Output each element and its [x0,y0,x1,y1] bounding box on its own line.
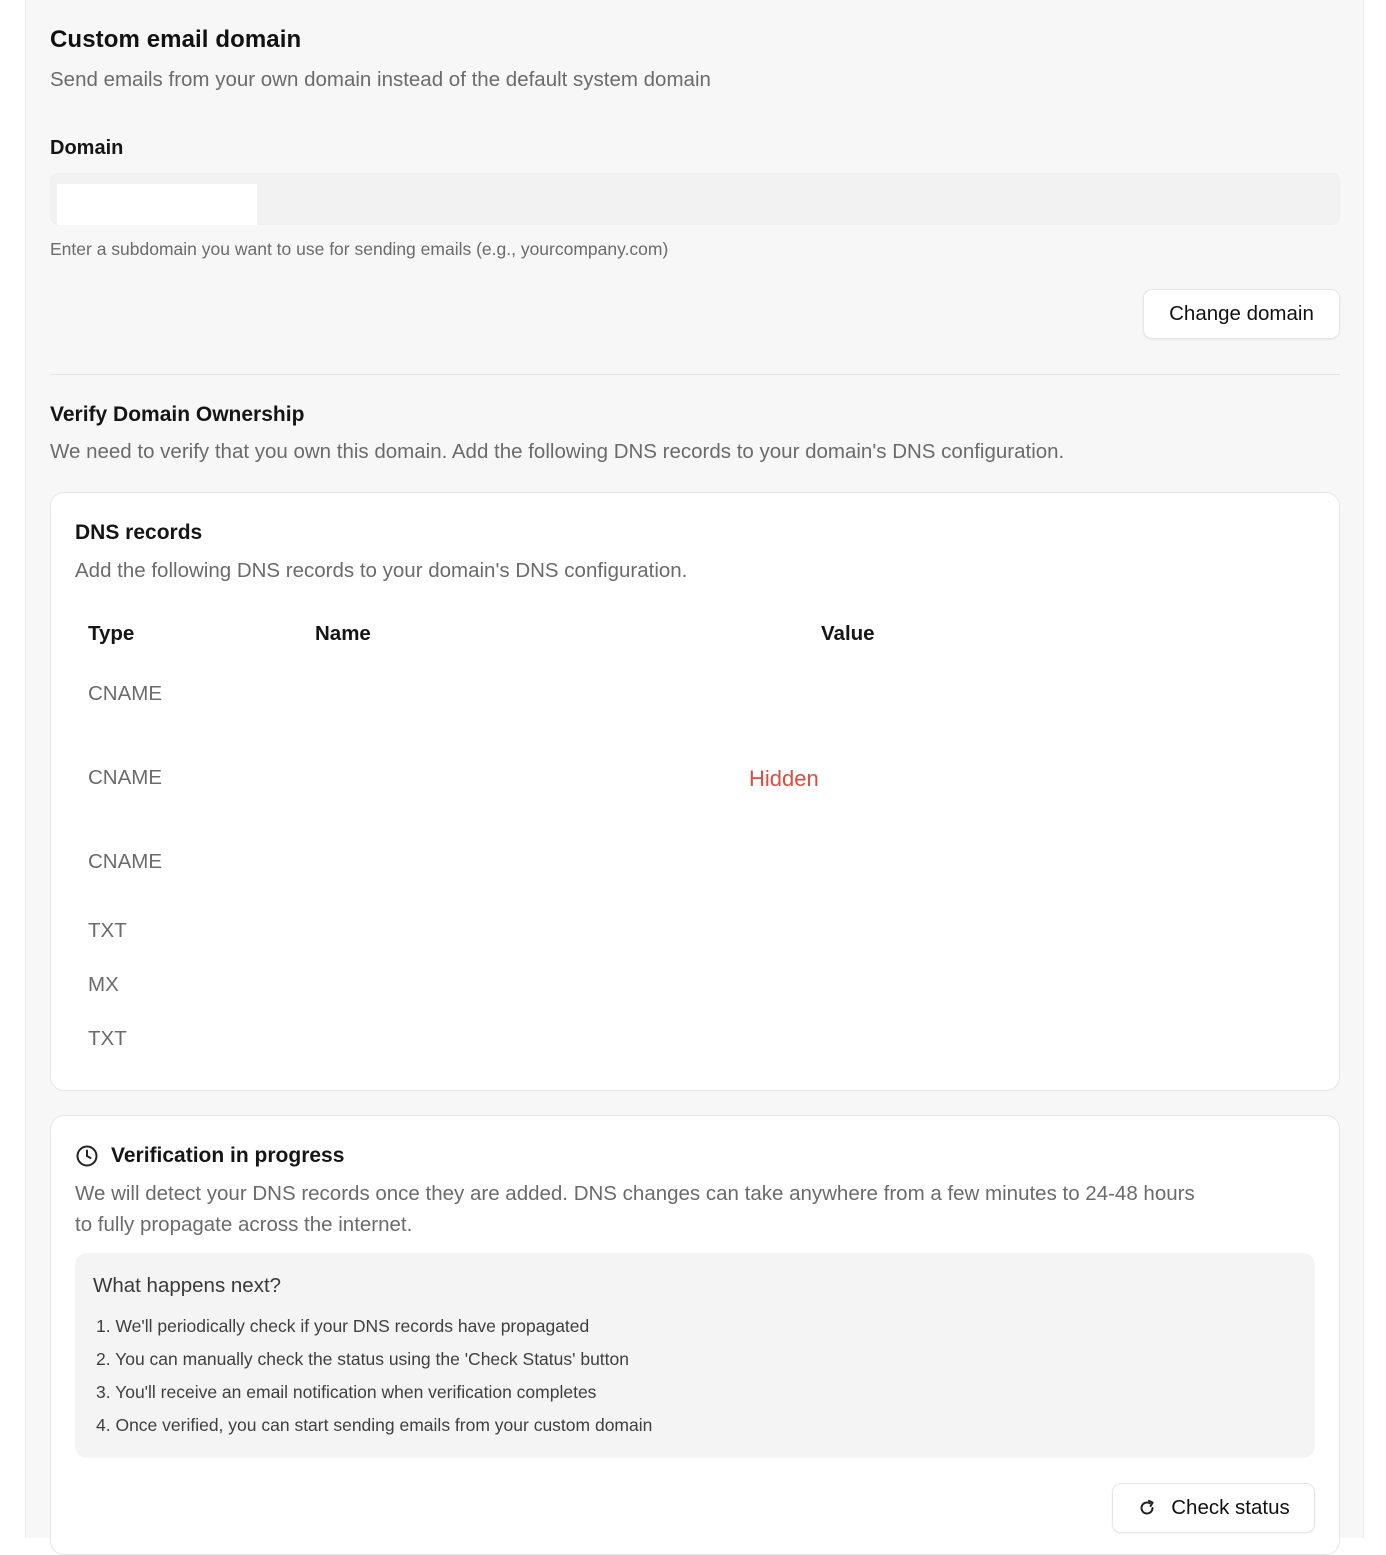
table-row-type: CNAME [88,766,163,789]
table-row-type: MX [88,973,119,996]
table-row-type: CNAME [88,850,163,873]
domain-input[interactable] [50,173,1340,225]
list-item: 1. We'll periodically check if your DNS records have propagated [96,1316,590,1336]
verification-progress-card [50,1115,1340,1555]
column-header-type: Type [88,622,135,645]
list-item: 3. You'll receive an email notification when verification completes [96,1382,597,1402]
email-domain-panel [25,0,1364,1538]
verification-description: We will detect your DNS records once they are added. DNS changes can take anywhere from a few minutes to 24-48 hours [75,1182,1195,1205]
clock-icon [75,1144,99,1168]
verify-title: Verify Domain Ownership [50,403,305,426]
check-status-label: Check status [1171,1496,1290,1519]
table-row-type: TXT [88,1027,127,1050]
page-subtitle: Send emails from your own domain instead of the default system domain [50,68,711,91]
section-divider [50,374,1340,375]
table-row-type: CNAME [88,682,163,705]
dns-records-card [50,492,1340,1091]
column-header-name: Name [315,622,371,645]
refresh-icon [1137,1498,1157,1518]
domain-label: Domain [50,137,124,159]
list-item: 2. You can manually check the status using the 'Check Status' button [96,1349,629,1369]
domain-hint: Enter a subdomain you want to use for sending emails (e.g., yourcompany.com) [50,239,669,259]
verify-description: We need to verify that you own this domain. Add the following DNS records to your domain's DNS configuration. [50,440,1065,463]
next-steps-title: What happens next? [93,1274,282,1297]
dns-records-title: DNS records [75,521,203,544]
change-domain-button[interactable]: Change domain [1143,289,1340,339]
column-header-value: Value [821,622,875,645]
dns-records-description: Add the following DNS records to your domain's DNS configuration. [75,559,688,582]
domain-value-redacted [57,184,257,225]
next-steps-box [75,1253,1315,1458]
table-row-type: TXT [88,919,127,942]
list-item: 4. Once verified, you can start sending emails from your custom domain [96,1415,653,1435]
page-title: Custom email domain [50,26,302,53]
verification-description-cont: to fully propagate across the internet. [75,1213,413,1236]
redacted-values-note: Hidden [749,766,819,791]
verification-title: Verification in progress [111,1144,345,1167]
check-status-button[interactable] [1112,1483,1315,1533]
